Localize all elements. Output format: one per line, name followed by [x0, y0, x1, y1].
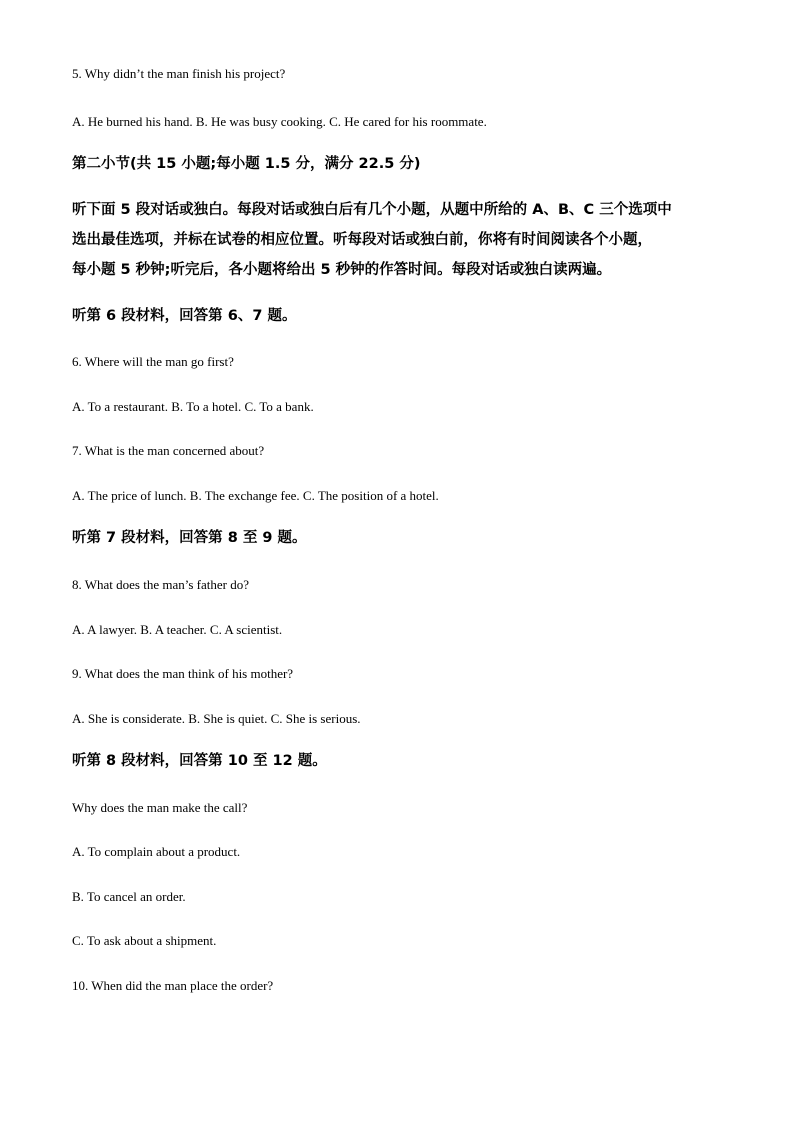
- instructions-line-3: 每小题 5 秒钟;听完后，各小题将给出 5 秒钟的作答时间。每段对话或独白读两遍。: [72, 262, 612, 278]
- question-5: 5. Why didn’t the man finish his project?: [72, 66, 286, 81]
- question-8: 8. What does the man’s father do?: [72, 577, 250, 592]
- option-a: A. To complain about a product.: [72, 844, 241, 859]
- instructions-line-2: 选出最佳选项，并标在试卷的相应位置。听每段对话或独白前，你将有时间阅读各个小题，: [72, 232, 652, 248]
- option-c: C. To ask about a shipment.: [72, 933, 217, 948]
- question-9: 9. What does the man think of his mother?: [72, 666, 294, 681]
- material-8-heading: 听第 8 段材料，回答第 10 至 12 题。: [72, 753, 327, 769]
- question-6: 6. Where will the man go first?: [72, 354, 234, 369]
- section-heading: 第二小节(共 15 小题;每小题 1.5 分，满分 22.5 分): [72, 156, 421, 172]
- question-unnumbered: Why does the man make the call?: [72, 800, 248, 815]
- question-5-options: A. He burned his hand. B. He was busy cooking. C. He cared for his roommate.: [72, 114, 487, 129]
- question-7: 7. What is the man concerned about?: [72, 443, 265, 458]
- question-10: 10. When did the man place the order?: [72, 978, 274, 993]
- material-6-heading: 听第 6 段材料，回答第 6、7 题。: [72, 308, 297, 324]
- instructions-line-1: 听下面 5 段对话或独白。每段对话或独白后有几个小题，从题中所给的 A、B、C 三个选项中: [72, 202, 672, 218]
- material-7-heading: 听第 7 段材料，回答第 8 至 9 题。: [72, 530, 307, 546]
- question-8-options: A. A lawyer. B. A teacher. C. A scientist.: [72, 622, 283, 637]
- question-9-options: A. She is considerate. B. She is quiet. C. She is serious.: [72, 711, 361, 726]
- question-7-options: A. The price of lunch. B. The exchange fee. C. The position of a hotel.: [72, 488, 439, 503]
- option-b: B. To cancel an order.: [72, 889, 186, 904]
- question-6-options: A. To a restaurant. B. To a hotel. C. To a bank.: [72, 399, 314, 414]
